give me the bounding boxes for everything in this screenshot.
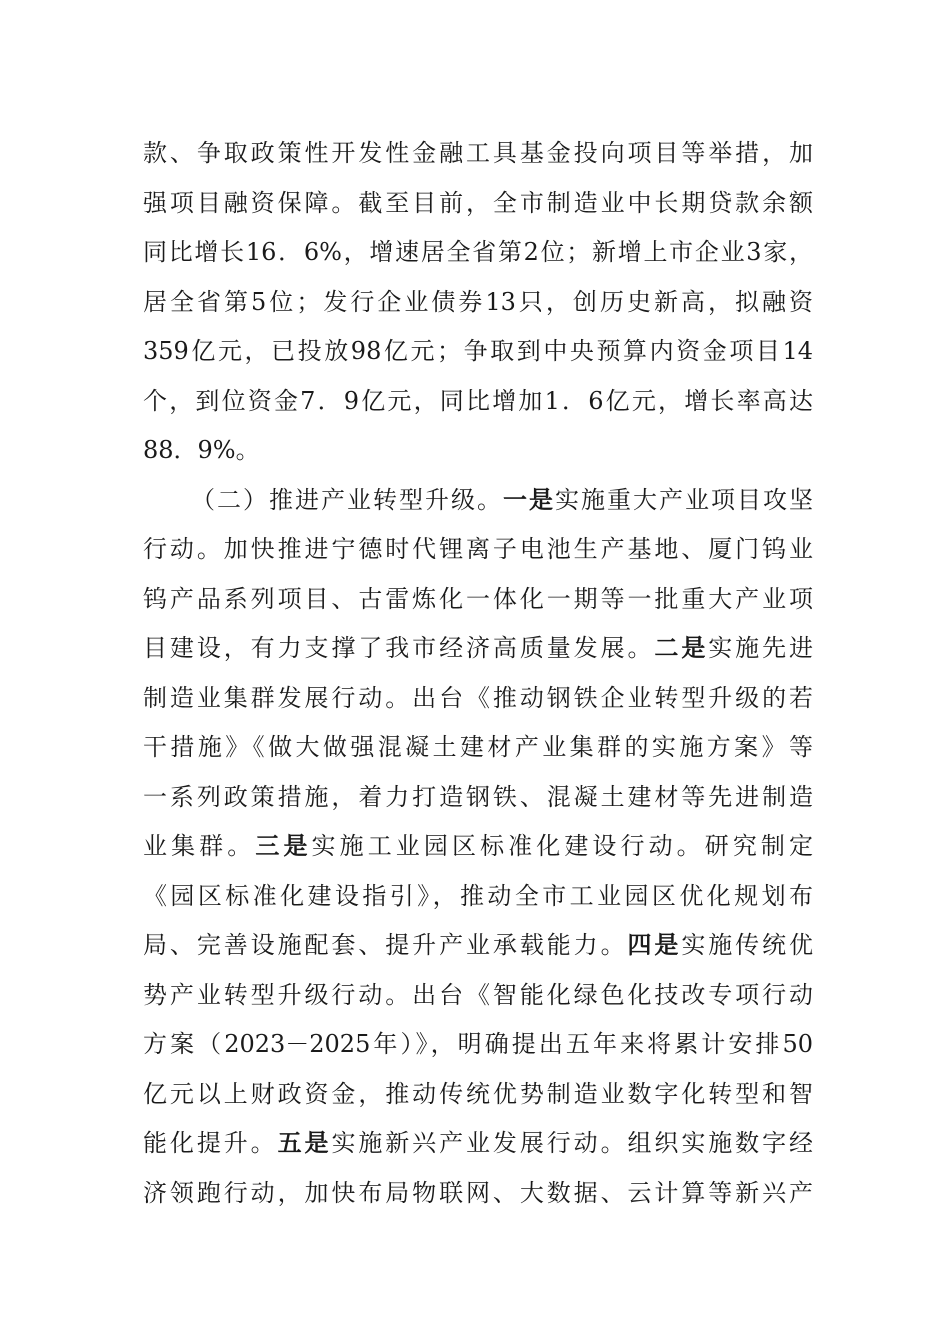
text-run: 行动。加快推进宁德时代锂离子电池生产基地、厦门钨业 (143, 535, 813, 563)
text-line (143, 777, 813, 817)
text-run: 实施重大产业项目攻坚 (555, 485, 813, 514)
emphasis-label: 一是 (503, 484, 555, 514)
text-line (143, 628, 813, 668)
text-line (143, 727, 813, 767)
text-run: 方案（2023－2025年）》，明确提出五年来将累计安排50 (143, 1030, 813, 1058)
text-line (143, 579, 813, 619)
text-line (143, 529, 813, 569)
text-run: 济领跑行动，加快布局物联网、大数据、云计算等新兴产 (143, 1178, 813, 1207)
text-line (143, 1024, 813, 1064)
emphasis-label: 三是 (255, 831, 312, 860)
text-run: 88．9%。 (143, 436, 260, 464)
text-run: 359亿元，已投放98亿元；争取到中央预算内资金项目14 (143, 337, 813, 365)
text-line (143, 133, 813, 173)
text-run: 制造业集群发展行动。出台《推动钢铁企业转型升级的若 (143, 683, 813, 712)
text-line (143, 183, 813, 223)
text-line (143, 381, 813, 421)
text-line (191, 480, 813, 520)
text-line (143, 232, 813, 272)
text-line (143, 678, 813, 718)
text-line (143, 826, 813, 866)
text-run: （二）推进产业转型升级。 (191, 485, 503, 514)
text-run: 目建设，有力支撑了我市经济高质量发展。 (143, 634, 655, 662)
text-run: 局、完善设施配套、提升产业承载能力。 (143, 931, 628, 959)
emphasis-label: 五是 (277, 1128, 332, 1157)
text-run: 钨产品系列项目、古雷炼化一体化一期等一批重大产业项 (143, 584, 813, 613)
emphasis-label: 二是 (654, 633, 709, 662)
text-line (143, 1074, 813, 1114)
text-run: 款、争取政策性开发性金融工具基金投向项目等举措，加 (143, 139, 813, 167)
text-run: 同比增长16．6%，增速居全省第2位；新增上市企业3家， (143, 238, 813, 266)
text-run: 强项目融资保障。截至目前，全市制造业中长期贷款余额 (143, 188, 813, 217)
text-run: 实施工业园区标准化建设行动。研究制定 (311, 832, 814, 860)
text-run: 能化提升。 (143, 1129, 278, 1157)
text-line (143, 1123, 813, 1163)
text-line (143, 430, 260, 470)
emphasis-label: 四是 (627, 930, 682, 959)
text-run: 《园区标准化建设指引》，推动全市工业园区优化规划布 (143, 881, 813, 910)
text-line (143, 876, 813, 916)
text-run: 居全省第5位；发行企业债券13只，创历史新高，拟融资 (143, 287, 813, 316)
text-run: 实施新兴产业发展行动。组织实施数字经 (331, 1129, 814, 1157)
text-run: 势产业转型升级行动。出台《智能化绿色化技改专项行动 (143, 980, 813, 1009)
text-run: 实施传统优 (681, 931, 814, 959)
text-line (143, 975, 813, 1015)
text-run: 亿元以上财政资金，推动传统优势制造业数字化转型和智 (143, 1079, 813, 1108)
text-line (143, 925, 813, 965)
text-run: 干措施》《做大做强混凝土建材产业集群的实施方案》等 (143, 733, 813, 761)
text-line (143, 331, 813, 371)
text-run: 个，到位资金7．9亿元，同比增加1．6亿元，增长率高达 (143, 386, 813, 415)
text-line (143, 1173, 813, 1213)
text-run: 业集群。 (143, 832, 256, 860)
text-line (143, 282, 813, 322)
text-run: 实施先进 (708, 634, 814, 662)
text-run: 一系列政策措施，着力打造钢铁、混凝土建材等先进制造 (143, 782, 813, 811)
